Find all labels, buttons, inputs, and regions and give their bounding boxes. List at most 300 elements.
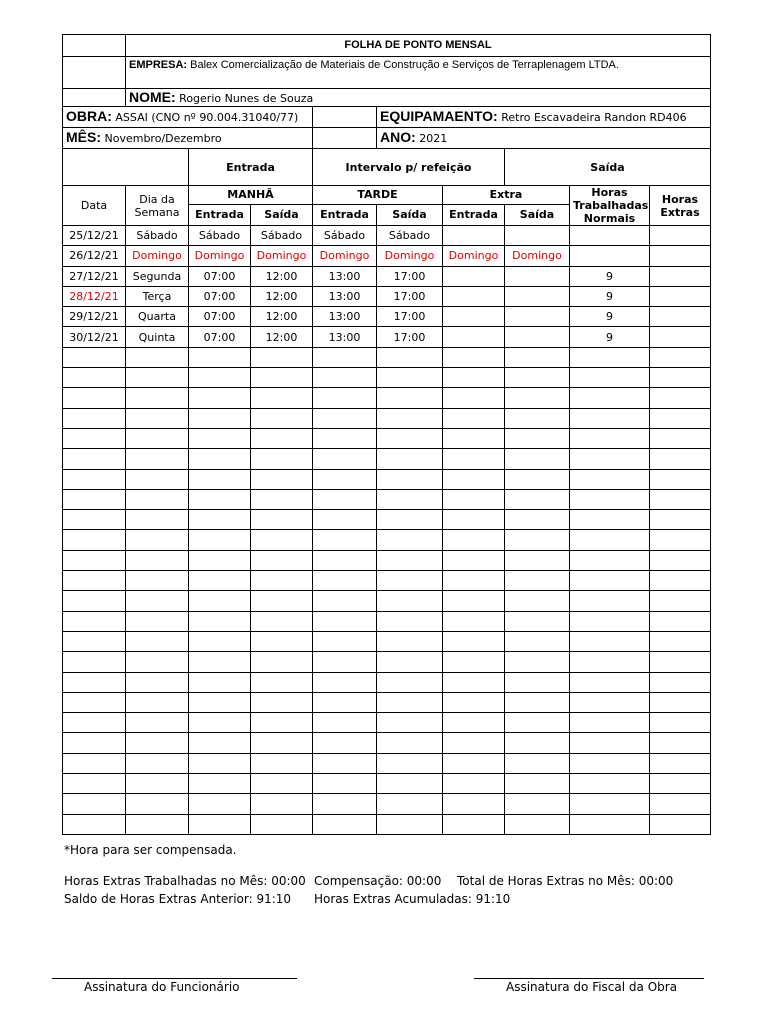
extra-out-cell (505, 428, 570, 448)
signature-label-funcionario: Assinatura do Funcionário (84, 980, 240, 994)
afternoon-out-cell (377, 591, 443, 611)
form-title: FOLHA DE PONTO MENSAL (126, 35, 711, 57)
normal-hours-cell (570, 774, 650, 794)
table-row (63, 307, 711, 327)
morning-out-cell (251, 733, 313, 753)
extra-hours-cell (650, 469, 711, 489)
morning-out-cell: 12:00 (251, 307, 313, 327)
date-cell (63, 408, 126, 428)
extra-in-cell (443, 307, 505, 327)
morning-out-cell (251, 428, 313, 448)
weekday-cell (126, 672, 189, 692)
table-row (63, 774, 711, 794)
normal-hours-cell (570, 550, 650, 570)
extra-out-cell (505, 652, 570, 672)
extra-hours-cell (650, 611, 711, 631)
date-cell (63, 814, 126, 834)
date-cell (63, 530, 126, 550)
extra-hours-cell (650, 774, 711, 794)
normal-hours-cell (570, 408, 650, 428)
morning-out-cell (251, 489, 313, 509)
weekday-cell (126, 713, 189, 733)
extra-out-cell (505, 774, 570, 794)
extra-out-cell (505, 753, 570, 773)
morning-in-cell (189, 814, 251, 834)
afternoon-in-cell: 13:00 (313, 286, 377, 306)
afternoon-in-cell (313, 591, 377, 611)
nome-label: NOME: (129, 88, 176, 105)
extra-in-cell (443, 672, 505, 692)
extra-in-cell (443, 571, 505, 591)
date-cell (63, 692, 126, 712)
weekday-cell (126, 388, 189, 408)
weekday-cell: Sábado (126, 226, 189, 246)
blank-left-cell (63, 57, 126, 89)
weekday-cell: Quarta (126, 307, 189, 327)
normal-hours-cell: 9 (570, 286, 650, 306)
afternoon-in-cell (313, 713, 377, 733)
extra-out-cell (505, 794, 570, 814)
normal-hours-cell (570, 753, 650, 773)
extra-in-cell (443, 428, 505, 448)
date-cell (63, 591, 126, 611)
weekday-cell: Domingo (126, 246, 189, 266)
afternoon-in-cell: Sábado (313, 226, 377, 246)
weekday-cell (126, 794, 189, 814)
weekday-cell (126, 753, 189, 773)
afternoon-in-cell (313, 672, 377, 692)
table-row (63, 611, 711, 631)
nome-value: Rogerio Nunes de Souza (179, 91, 314, 105)
date-cell (63, 611, 126, 631)
extra-hours-cell (650, 631, 711, 651)
extra-in-cell (443, 266, 505, 286)
morning-in-cell (189, 449, 251, 469)
extra-hours-cell (650, 347, 711, 367)
nome-field (126, 89, 711, 107)
extra-out-cell (505, 672, 570, 692)
afternoon-out-cell (377, 794, 443, 814)
header-saida: Saída (505, 149, 711, 186)
extra-in-cell (443, 753, 505, 773)
weekday-cell (126, 428, 189, 448)
extra-out-cell (505, 611, 570, 631)
extra-hours-cell (650, 226, 711, 246)
morning-in-cell: Domingo (189, 246, 251, 266)
extra-out-cell: Domingo (505, 246, 570, 266)
normal-hours-cell (570, 388, 650, 408)
extra-out-cell (505, 388, 570, 408)
extra-hours-cell (650, 428, 711, 448)
morning-out-cell (251, 672, 313, 692)
table-row (63, 266, 711, 286)
morning-in-cell (189, 408, 251, 428)
weekday-cell: Terça (126, 286, 189, 306)
morning-in-cell (189, 550, 251, 570)
header-extra: Extra (443, 186, 570, 205)
afternoon-out-cell (377, 530, 443, 550)
mes-field (63, 128, 313, 149)
extra-in-cell (443, 489, 505, 509)
date-cell (63, 652, 126, 672)
weekday-cell (126, 652, 189, 672)
normal-hours-cell (570, 449, 650, 469)
afternoon-in-cell (313, 753, 377, 773)
normal-hours-cell (570, 246, 650, 266)
afternoon-in-cell (313, 550, 377, 570)
extra-in-cell (443, 510, 505, 530)
extra-in-cell (443, 774, 505, 794)
extra-out-cell (505, 733, 570, 753)
date-cell: 25/12/21 (63, 226, 126, 246)
normal-hours-cell (570, 368, 650, 388)
extra-hours-cell (650, 266, 711, 286)
weekday-cell (126, 814, 189, 834)
extra-out-cell (505, 408, 570, 428)
morning-out-cell: 12:00 (251, 266, 313, 286)
blank-cell (313, 107, 377, 128)
header-tarde-entrada: Entrada (313, 204, 377, 225)
header-horas-trabalhadas: Horas Trabalhadas Normais (570, 186, 650, 226)
extra-in-cell (443, 327, 505, 347)
extra-in-cell (443, 469, 505, 489)
extra-hours-cell (650, 692, 711, 712)
normal-hours-cell (570, 794, 650, 814)
afternoon-out-cell (377, 347, 443, 367)
morning-out-cell (251, 814, 313, 834)
date-cell (63, 733, 126, 753)
morning-out-cell: 12:00 (251, 286, 313, 306)
footnote: *Hora para ser compensada. (64, 843, 237, 857)
table-row (63, 672, 711, 692)
extra-out-cell (505, 286, 570, 306)
normal-hours-cell (570, 347, 650, 367)
morning-out-cell (251, 794, 313, 814)
afternoon-in-cell: Domingo (313, 246, 377, 266)
afternoon-in-cell: 13:00 (313, 327, 377, 347)
header-entrada: Entrada (189, 149, 313, 186)
afternoon-out-cell: 17:00 (377, 286, 443, 306)
horas-extras-acumuladas: Horas Extras Acumuladas: 91:10 (314, 892, 511, 906)
afternoon-in-cell (313, 733, 377, 753)
morning-in-cell (189, 368, 251, 388)
extra-in-cell (443, 611, 505, 631)
afternoon-out-cell (377, 631, 443, 651)
extra-out-cell (505, 550, 570, 570)
morning-out-cell (251, 530, 313, 550)
table-row (63, 530, 711, 550)
morning-in-cell (189, 347, 251, 367)
normal-hours-cell (570, 571, 650, 591)
afternoon-out-cell: 17:00 (377, 327, 443, 347)
table-row (63, 510, 711, 530)
morning-out-cell (251, 550, 313, 570)
total-horas-extras: Total de Horas Extras no Mês: 00:00 (457, 874, 674, 888)
table-row (63, 347, 711, 367)
morning-in-cell (189, 692, 251, 712)
extra-out-cell (505, 449, 570, 469)
afternoon-out-cell (377, 611, 443, 631)
extra-out-cell (505, 510, 570, 530)
extra-in-cell (443, 631, 505, 651)
afternoon-in-cell (313, 814, 377, 834)
morning-out-cell (251, 652, 313, 672)
table-row (63, 388, 711, 408)
extra-hours-cell (650, 388, 711, 408)
morning-in-cell: 07:00 (189, 327, 251, 347)
table-row (63, 631, 711, 651)
date-cell (63, 469, 126, 489)
weekday-cell (126, 469, 189, 489)
date-cell (63, 631, 126, 651)
afternoon-out-cell (377, 388, 443, 408)
morning-in-cell (189, 774, 251, 794)
afternoon-in-cell (313, 652, 377, 672)
normal-hours-cell (570, 591, 650, 611)
date-cell: 27/12/21 (63, 266, 126, 286)
extra-out-cell (505, 307, 570, 327)
date-cell: 26/12/21 (63, 246, 126, 266)
afternoon-out-cell: Sábado (377, 226, 443, 246)
header-data: Data (63, 186, 126, 226)
weekday-cell (126, 408, 189, 428)
extra-out-cell (505, 571, 570, 591)
afternoon-in-cell (313, 469, 377, 489)
weekday-cell (126, 611, 189, 631)
empresa-value: Balex Comercialização de Materiais de Construção e Serviços de Terraplenagem LTDA. (190, 59, 619, 71)
morning-in-cell (189, 672, 251, 692)
date-cell: 30/12/21 (63, 327, 126, 347)
morning-out-cell (251, 510, 313, 530)
afternoon-out-cell (377, 368, 443, 388)
morning-in-cell (189, 733, 251, 753)
equipamento-field (377, 107, 711, 128)
extra-out-cell (505, 327, 570, 347)
date-cell (63, 571, 126, 591)
date-cell (63, 753, 126, 773)
afternoon-in-cell (313, 428, 377, 448)
header-manha-saida: Saída (251, 204, 313, 225)
extra-out-cell (505, 489, 570, 509)
extra-in-cell (443, 814, 505, 834)
blank-header-cell (63, 149, 189, 186)
extra-out-cell (505, 814, 570, 834)
afternoon-in-cell (313, 489, 377, 509)
table-row (63, 733, 711, 753)
afternoon-in-cell (313, 368, 377, 388)
table-row (63, 550, 711, 570)
table-row (63, 428, 711, 448)
extra-in-cell (443, 226, 505, 246)
normal-hours-cell (570, 692, 650, 712)
header-manha: MANHÃ (189, 186, 313, 205)
normal-hours-cell (570, 672, 650, 692)
normal-hours-cell (570, 631, 650, 651)
normal-hours-cell (570, 713, 650, 733)
date-cell: 28/12/21 (63, 286, 126, 306)
extra-out-cell (505, 347, 570, 367)
table-row (63, 571, 711, 591)
morning-in-cell (189, 530, 251, 550)
extra-in-cell (443, 591, 505, 611)
morning-out-cell (251, 774, 313, 794)
extra-out-cell (505, 266, 570, 286)
weekday-cell (126, 550, 189, 570)
date-cell (63, 672, 126, 692)
extra-in-cell (443, 713, 505, 733)
extra-in-cell (443, 408, 505, 428)
morning-in-cell (189, 591, 251, 611)
date-cell (63, 388, 126, 408)
extra-hours-cell (650, 733, 711, 753)
table-row (63, 814, 711, 834)
date-cell: 29/12/21 (63, 307, 126, 327)
table-row (63, 652, 711, 672)
weekday-cell (126, 489, 189, 509)
normal-hours-cell (570, 428, 650, 448)
afternoon-out-cell (377, 510, 443, 530)
afternoon-out-cell: 17:00 (377, 266, 443, 286)
weekday-cell (126, 733, 189, 753)
weekday-cell (126, 692, 189, 712)
afternoon-out-cell (377, 733, 443, 753)
morning-in-cell (189, 571, 251, 591)
morning-in-cell (189, 652, 251, 672)
normal-hours-cell: 9 (570, 266, 650, 286)
table-row (63, 591, 711, 611)
date-cell (63, 368, 126, 388)
table-row (63, 449, 711, 469)
table-row (63, 368, 711, 388)
morning-in-cell (189, 631, 251, 651)
extra-hours-cell (650, 571, 711, 591)
normal-hours-cell: 9 (570, 307, 650, 327)
extra-hours-cell (650, 327, 711, 347)
afternoon-out-cell (377, 692, 443, 712)
header-extra-saida: Saída (505, 204, 570, 225)
header-tarde-saida: Saída (377, 204, 443, 225)
extra-hours-cell (650, 307, 711, 327)
afternoon-out-cell (377, 672, 443, 692)
weekday-cell (126, 774, 189, 794)
table-row (63, 226, 711, 246)
afternoon-out-cell (377, 814, 443, 834)
weekday-cell (126, 449, 189, 469)
mes-label: MÊS: (66, 129, 101, 145)
weekday-cell: Quinta (126, 327, 189, 347)
saldo-horas-extras: Saldo de Horas Extras Anterior: 91:10 (64, 892, 292, 906)
normal-hours-cell (570, 226, 650, 246)
extra-hours-cell (650, 510, 711, 530)
header-extra-entrada: Entrada (443, 204, 505, 225)
extra-hours-cell (650, 652, 711, 672)
morning-out-cell (251, 469, 313, 489)
morning-out-cell (251, 631, 313, 651)
morning-out-cell: Sábado (251, 226, 313, 246)
mes-value: Novembro/Dezembro (104, 132, 222, 145)
header-horas-extras: Horas Extras (650, 186, 711, 226)
extra-hours-cell (650, 246, 711, 266)
afternoon-in-cell (313, 611, 377, 631)
extra-in-cell (443, 692, 505, 712)
date-cell (63, 428, 126, 448)
afternoon-in-cell (313, 692, 377, 712)
date-cell (63, 347, 126, 367)
date-cell (63, 550, 126, 570)
extra-in-cell (443, 388, 505, 408)
header-tarde: TARDE (313, 186, 443, 205)
extra-hours-cell (650, 550, 711, 570)
morning-out-cell (251, 753, 313, 773)
morning-out-cell (251, 611, 313, 631)
date-cell (63, 489, 126, 509)
date-cell (63, 774, 126, 794)
normal-hours-cell: 9 (570, 327, 650, 347)
empresa-label: EMPRESA: (129, 59, 188, 71)
morning-in-cell (189, 489, 251, 509)
signature-line-funcionario (52, 978, 297, 979)
morning-out-cell (251, 591, 313, 611)
signature-line-fiscal (474, 978, 704, 979)
date-cell (63, 510, 126, 530)
morning-in-cell: 07:00 (189, 286, 251, 306)
weekday-cell: Segunda (126, 266, 189, 286)
table-row (63, 469, 711, 489)
morning-in-cell: 07:00 (189, 307, 251, 327)
morning-out-cell (251, 692, 313, 712)
extra-out-cell (505, 226, 570, 246)
extra-hours-cell (650, 449, 711, 469)
extra-hours-cell (650, 591, 711, 611)
afternoon-out-cell: Domingo (377, 246, 443, 266)
afternoon-out-cell (377, 428, 443, 448)
extra-in-cell (443, 286, 505, 306)
equipamento-label: EQUIPAMAENTO: (380, 108, 498, 124)
extra-out-cell (505, 631, 570, 651)
afternoon-in-cell (313, 408, 377, 428)
header-manha-entrada: Entrada (189, 204, 251, 225)
table-row (63, 327, 711, 347)
weekday-cell (126, 347, 189, 367)
extra-in-cell (443, 550, 505, 570)
morning-in-cell (189, 388, 251, 408)
table-row (63, 692, 711, 712)
extra-hours-cell (650, 794, 711, 814)
morning-out-cell (251, 571, 313, 591)
afternoon-out-cell (377, 774, 443, 794)
empresa-field (126, 57, 711, 89)
equipamento-value: Retro Escavadeira Randon RD406 (501, 111, 687, 124)
horas-extras-mes: Horas Extras Trabalhadas no Mês: 00:00 (64, 874, 306, 888)
afternoon-out-cell (377, 550, 443, 570)
morning-in-cell (189, 611, 251, 631)
afternoon-out-cell (377, 469, 443, 489)
normal-hours-cell (570, 652, 650, 672)
afternoon-in-cell (313, 530, 377, 550)
table-row (63, 794, 711, 814)
afternoon-in-cell (313, 449, 377, 469)
header-dia-semana: Dia da Semana (126, 186, 189, 226)
afternoon-out-cell: 17:00 (377, 307, 443, 327)
normal-hours-cell (570, 530, 650, 550)
table-row (63, 286, 711, 306)
extra-hours-cell (650, 814, 711, 834)
afternoon-out-cell (377, 408, 443, 428)
morning-out-cell (251, 388, 313, 408)
extra-hours-cell (650, 408, 711, 428)
morning-out-cell (251, 408, 313, 428)
date-cell (63, 449, 126, 469)
